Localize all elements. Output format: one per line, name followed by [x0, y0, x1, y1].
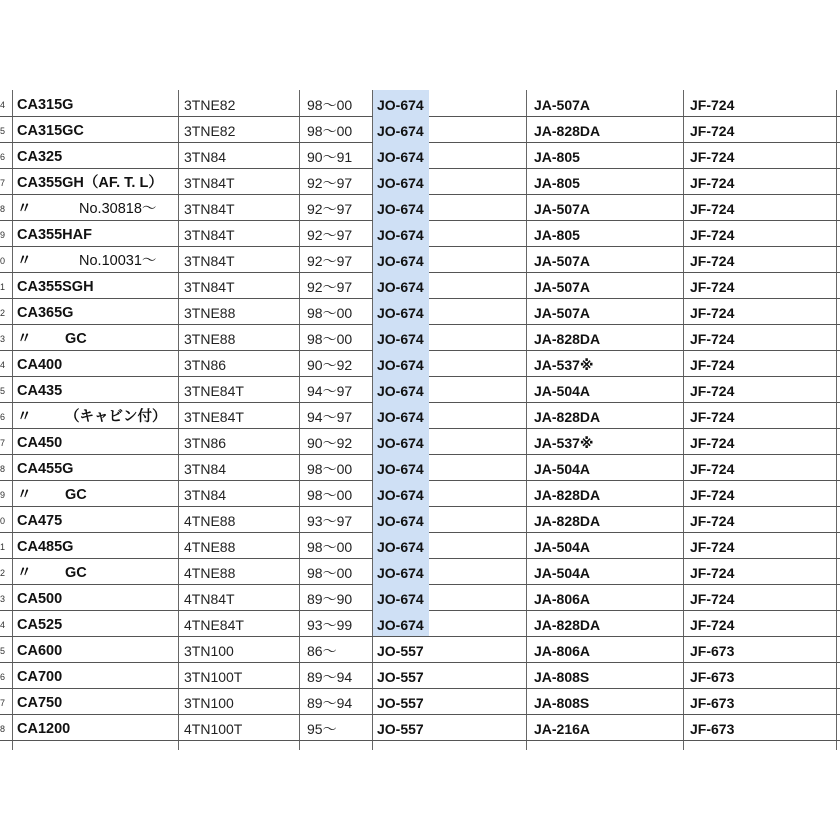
year-cell: 94～97	[307, 409, 353, 425]
fuel-filter-cell: JF-724	[690, 565, 735, 581]
oil-filter-cell: JO-674	[373, 558, 429, 584]
model-variant: No.10031～	[79, 253, 157, 269]
model-cell	[17, 636, 177, 662]
table-row	[0, 220, 840, 247]
engine-cell: 3TN84T	[184, 279, 235, 295]
oil-filter-cell: JO-674	[373, 246, 429, 272]
model-variant: （キャビン付）	[65, 409, 167, 425]
engine-cell: 3TN84T	[184, 253, 235, 269]
air-filter-cell: JA-805	[534, 227, 580, 243]
row-number: 7	[0, 178, 6, 188]
model-name: CA315G	[17, 97, 74, 113]
table-row	[0, 428, 840, 455]
air-filter-cell: JA-507A	[534, 253, 591, 269]
fuel-filter-cell: JF-724	[690, 617, 735, 633]
air-filter-cell: JA-806A	[534, 591, 591, 607]
row-number: 2	[0, 308, 6, 318]
oil-filter-cell: JO-557	[377, 643, 424, 659]
model-name: 〃	[17, 253, 32, 269]
table-row	[0, 376, 840, 403]
year-cell: 89～90	[307, 591, 353, 607]
table-row	[0, 272, 840, 299]
table-row	[0, 116, 840, 143]
air-filter-cell: JA-805	[534, 149, 580, 165]
year-cell: 98～00	[307, 97, 353, 113]
year-cell: 90～92	[307, 435, 353, 451]
engine-cell: 3TN100	[184, 695, 234, 711]
fuel-filter-cell: JF-724	[690, 149, 735, 165]
oil-filter-cell: JO-674	[373, 376, 429, 402]
model-cell	[17, 116, 177, 142]
engine-cell: 3TN84T	[184, 175, 235, 191]
row-number: 8	[0, 204, 6, 214]
model-cell	[17, 454, 177, 480]
year-cell: 98～00	[307, 305, 353, 321]
fuel-filter-cell: JF-724	[690, 383, 735, 399]
year-cell: 89～94	[307, 695, 353, 711]
engine-cell: 3TN84	[184, 487, 227, 503]
oil-filter-cell: JO-674	[373, 610, 429, 636]
fuel-filter-cell: JF-724	[690, 435, 735, 451]
year-cell: 95～	[307, 721, 337, 737]
model-name: CA325	[17, 149, 63, 165]
model-name: 〃	[17, 331, 32, 347]
model-cell	[17, 220, 177, 246]
row-number: 8	[0, 724, 6, 734]
year-cell: 92～97	[307, 201, 353, 217]
engine-cell: 4TN100T	[184, 721, 243, 737]
oil-filter-cell: JO-674	[373, 532, 429, 558]
oil-filter-cell: JO-674	[373, 480, 429, 506]
table-row	[0, 662, 840, 689]
row-number: 5	[0, 386, 6, 396]
model-variant: GC	[65, 487, 87, 503]
year-cell: 98～00	[307, 461, 353, 477]
model-cell	[17, 376, 177, 402]
table-row	[0, 142, 840, 169]
oil-filter-cell: JO-674	[373, 402, 429, 428]
row-number: 9	[0, 490, 6, 500]
model-cell	[17, 662, 177, 688]
model-name: CA355SGH	[17, 279, 94, 295]
engine-cell: 4TNE88	[184, 565, 236, 581]
row-number: 1	[0, 542, 6, 552]
model-cell	[17, 142, 177, 168]
air-filter-cell: JA-828DA	[534, 409, 601, 425]
year-cell: 93～99	[307, 617, 353, 633]
table-row	[0, 168, 840, 195]
air-filter-cell: JA-504A	[534, 461, 591, 477]
engine-cell: 3TNE82	[184, 97, 236, 113]
oil-filter-cell: JO-557	[377, 721, 424, 737]
air-filter-cell: JA-507A	[534, 305, 591, 321]
model-name: CA315GC	[17, 123, 84, 139]
model-cell	[17, 688, 177, 714]
table-row	[0, 480, 840, 507]
engine-cell: 3TN100T	[184, 669, 243, 685]
engine-cell: 3TNE88	[184, 331, 236, 347]
oil-filter-cell: JO-674	[373, 428, 429, 454]
engine-cell: 4TNE84T	[184, 617, 244, 633]
fuel-filter-cell: JF-724	[690, 279, 735, 295]
year-cell: 90～92	[307, 357, 353, 373]
model-variant: GC	[65, 331, 87, 347]
oil-filter-cell: JO-674	[373, 90, 429, 116]
table-row	[0, 402, 840, 429]
model-name: CA750	[17, 695, 63, 711]
air-filter-cell: JA-504A	[534, 383, 591, 399]
row-number: 4	[0, 620, 6, 630]
model-name: CA355GH（AF. T. L）	[17, 175, 163, 191]
air-filter-cell: JA-808S	[534, 695, 590, 711]
air-filter-cell: JA-828DA	[534, 513, 601, 529]
row-number: 6	[0, 412, 6, 422]
model-name: CA475	[17, 513, 63, 529]
model-name: CA455G	[17, 461, 74, 477]
model-name: 〃	[17, 565, 32, 581]
row-number: 3	[0, 594, 6, 604]
row-number: 3	[0, 334, 6, 344]
fuel-filter-cell: JF-724	[690, 461, 735, 477]
oil-filter-cell: JO-674	[373, 142, 429, 168]
engine-cell: 3TN84	[184, 149, 227, 165]
model-name: 〃	[17, 201, 32, 217]
fuel-filter-cell: JF-724	[690, 123, 735, 139]
air-filter-cell: JA-806A	[534, 643, 591, 659]
fuel-filter-cell: JF-724	[690, 201, 735, 217]
year-cell: 92～97	[307, 227, 353, 243]
model-name: CA485G	[17, 539, 74, 555]
model-name: CA365G	[17, 305, 74, 321]
year-cell: 92～97	[307, 253, 353, 269]
model-cell	[17, 168, 177, 194]
fuel-filter-cell: JF-724	[690, 357, 735, 373]
parts-table	[0, 90, 840, 750]
engine-cell: 4TNE88	[184, 513, 236, 529]
year-cell: 92～97	[307, 279, 353, 295]
engine-cell: 3TN86	[184, 357, 227, 373]
model-variant: GC	[65, 565, 87, 581]
oil-filter-cell: JO-674	[373, 116, 429, 142]
model-cell	[17, 532, 177, 558]
fuel-filter-cell: JF-724	[690, 409, 735, 425]
year-cell: 98～00	[307, 539, 353, 555]
year-cell: 92～97	[307, 175, 353, 191]
air-filter-cell: JA-828DA	[534, 123, 601, 139]
model-cell	[17, 584, 177, 610]
air-filter-cell: JA-504A	[534, 565, 591, 581]
model-cell	[17, 506, 177, 532]
engine-cell: 3TNE88	[184, 305, 236, 321]
table-row	[0, 246, 840, 273]
model-cell	[17, 272, 177, 298]
fuel-filter-cell: JF-724	[690, 539, 735, 555]
fuel-filter-cell: JF-724	[690, 97, 735, 113]
oil-filter-cell: JO-674	[373, 220, 429, 246]
air-filter-cell: JA-828DA	[534, 617, 601, 633]
oil-filter-cell: JO-674	[373, 194, 429, 220]
engine-cell: 3TN84T	[184, 227, 235, 243]
model-cell	[17, 350, 177, 376]
year-cell: 90～91	[307, 149, 353, 165]
fuel-filter-cell: JF-724	[690, 305, 735, 321]
oil-filter-cell: JO-674	[373, 168, 429, 194]
engine-cell: 3TNE84T	[184, 409, 244, 425]
year-cell: 98～00	[307, 123, 353, 139]
oil-filter-cell: JO-557	[377, 669, 424, 685]
row-number: 6	[0, 152, 6, 162]
table-row	[0, 506, 840, 533]
oil-filter-cell: JO-674	[373, 584, 429, 610]
oil-filter-cell: JO-557	[377, 695, 424, 711]
air-filter-cell: JA-805	[534, 175, 580, 191]
year-cell: 98～00	[307, 487, 353, 503]
fuel-filter-cell: JF-724	[690, 175, 735, 191]
air-filter-cell: JA-507A	[534, 279, 591, 295]
engine-cell: 3TNE84T	[184, 383, 244, 399]
model-name: CA355HAF	[17, 227, 92, 243]
engine-cell: 4TN84T	[184, 591, 235, 607]
table-row	[0, 714, 840, 741]
year-cell: 89～94	[307, 669, 353, 685]
model-cell	[17, 714, 177, 740]
row-number: 4	[0, 360, 6, 370]
air-filter-cell: JA-507A	[534, 97, 591, 113]
oil-filter-cell: JO-674	[373, 272, 429, 298]
row-number: 0	[0, 516, 6, 526]
table-row	[0, 324, 840, 351]
table-row	[0, 610, 840, 637]
model-cell	[17, 298, 177, 324]
row-number: 1	[0, 282, 6, 292]
fuel-filter-cell: JF-724	[690, 591, 735, 607]
table-row	[0, 688, 840, 715]
model-name: CA400	[17, 357, 63, 373]
table-row	[0, 558, 840, 585]
table-row	[0, 194, 840, 221]
fuel-filter-cell: JF-673	[690, 643, 735, 659]
air-filter-cell: JA-537※	[534, 357, 594, 373]
row-number: 5	[0, 646, 6, 656]
row-number: 9	[0, 230, 6, 240]
year-cell: 94～97	[307, 383, 353, 399]
fuel-filter-cell: JF-724	[690, 331, 735, 347]
year-cell: 98～00	[307, 331, 353, 347]
model-name: CA700	[17, 669, 63, 685]
row-number: 8	[0, 464, 6, 474]
model-cell	[17, 194, 177, 220]
fuel-filter-cell: JF-673	[690, 669, 735, 685]
air-filter-cell: JA-808S	[534, 669, 590, 685]
model-name: 〃	[17, 487, 32, 503]
row-number: 2	[0, 568, 6, 578]
fuel-filter-cell: JF-673	[690, 695, 735, 711]
model-cell	[17, 402, 177, 428]
model-name: CA1200	[17, 721, 71, 737]
row-number: 5	[0, 126, 6, 136]
engine-cell: 3TNE82	[184, 123, 236, 139]
model-name: CA500	[17, 591, 63, 607]
air-filter-cell: JA-216A	[534, 721, 591, 737]
model-cell	[17, 480, 177, 506]
air-filter-cell: JA-504A	[534, 539, 591, 555]
model-name: 〃	[17, 409, 32, 425]
fuel-filter-cell: JF-724	[690, 513, 735, 529]
table-row	[0, 350, 840, 377]
year-cell: 86～	[307, 643, 337, 659]
year-cell: 98～00	[307, 565, 353, 581]
engine-cell: 4TNE88	[184, 539, 236, 555]
oil-filter-cell: JO-674	[373, 298, 429, 324]
row-number: 7	[0, 438, 6, 448]
oil-filter-cell: JO-674	[373, 350, 429, 376]
model-cell	[17, 558, 177, 584]
model-name: CA435	[17, 383, 63, 399]
air-filter-cell: JA-828DA	[534, 487, 601, 503]
model-variant: No.30818～	[79, 201, 157, 217]
row-number: 4	[0, 100, 6, 110]
fuel-filter-cell: JF-673	[690, 721, 735, 737]
fuel-filter-cell: JF-724	[690, 487, 735, 503]
air-filter-cell: JA-507A	[534, 201, 591, 217]
engine-cell: 3TN100	[184, 643, 234, 659]
row-number: 0	[0, 256, 6, 266]
table-row	[0, 532, 840, 559]
fuel-filter-cell: JF-724	[690, 253, 735, 269]
oil-filter-cell: JO-674	[373, 506, 429, 532]
oil-filter-cell: JO-674	[373, 324, 429, 350]
table-row	[0, 298, 840, 325]
table-row	[0, 454, 840, 481]
model-cell	[17, 428, 177, 454]
table-row	[0, 90, 840, 117]
row-number: 6	[0, 672, 6, 682]
air-filter-cell: JA-537※	[534, 435, 594, 451]
model-cell	[17, 90, 177, 116]
oil-filter-cell: JO-674	[373, 454, 429, 480]
air-filter-cell: JA-828DA	[534, 331, 601, 347]
model-cell	[17, 324, 177, 350]
engine-cell: 3TN86	[184, 435, 227, 451]
engine-cell: 3TN84	[184, 461, 227, 477]
model-cell	[17, 246, 177, 272]
engine-cell: 3TN84T	[184, 201, 235, 217]
model-name: CA600	[17, 643, 63, 659]
model-name: CA525	[17, 617, 63, 633]
table-row	[0, 584, 840, 611]
model-name: CA450	[17, 435, 63, 451]
fuel-filter-cell: JF-724	[690, 227, 735, 243]
row-number: 7	[0, 698, 6, 708]
table-row	[0, 636, 840, 663]
year-cell: 93～97	[307, 513, 353, 529]
model-cell	[17, 610, 177, 636]
